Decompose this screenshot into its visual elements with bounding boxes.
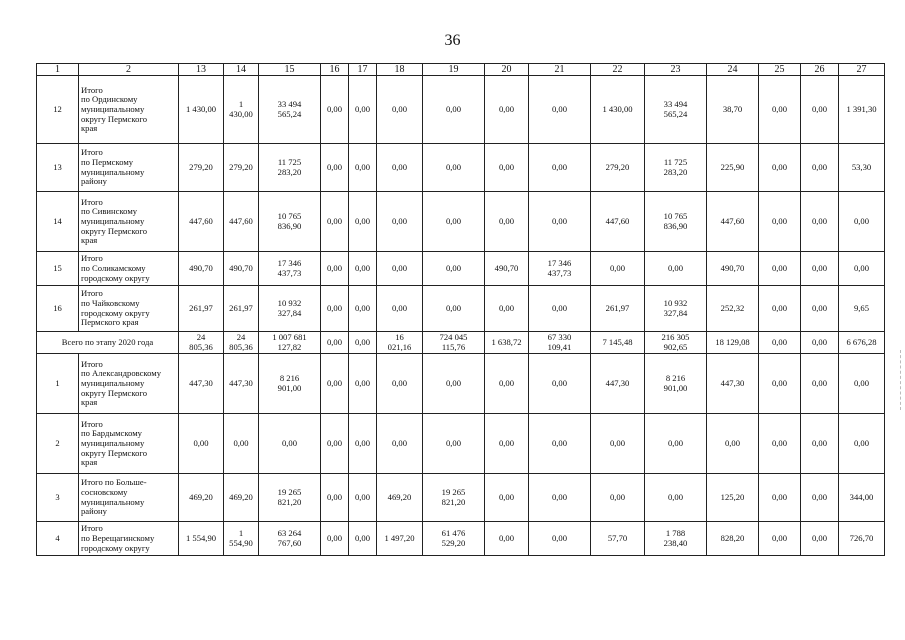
row-number: 3	[37, 474, 79, 522]
value-cell: 279,20	[224, 144, 259, 192]
table-row	[37, 414, 885, 474]
value-cell: 33 494 565,24	[645, 76, 707, 144]
value-cell: 0,00	[321, 522, 349, 556]
value-cell: 0,00	[377, 144, 423, 192]
value-cell: 726,70	[839, 522, 885, 556]
value-cell: 0,00	[485, 414, 529, 474]
value-cell: 0,00	[759, 414, 801, 474]
value-cell: 279,20	[591, 144, 645, 192]
value-cell: 1 554,90	[179, 522, 224, 556]
value-cell: 344,00	[839, 474, 885, 522]
column-header: 19	[423, 64, 485, 76]
value-cell: 490,70	[224, 252, 259, 286]
value-cell: 447,60	[224, 192, 259, 252]
value-cell: 19 265 821,20	[259, 474, 321, 522]
value-cell: 0,00	[801, 332, 839, 354]
column-header: 26	[801, 64, 839, 76]
value-cell: 0,00	[485, 474, 529, 522]
value-cell: 0,00	[377, 252, 423, 286]
value-cell: 10 765 836,90	[259, 192, 321, 252]
value-cell: 0,00	[485, 144, 529, 192]
value-cell: 0,00	[839, 192, 885, 252]
value-cell: 0,00	[485, 354, 529, 414]
value-cell: 0,00	[801, 354, 839, 414]
value-cell: 469,20	[377, 474, 423, 522]
value-cell: 8 216 901,00	[259, 354, 321, 414]
value-cell: 0,00	[377, 192, 423, 252]
value-cell: 261,97	[591, 286, 645, 332]
value-cell: 0,00	[759, 354, 801, 414]
value-cell: 0,00	[529, 286, 591, 332]
value-cell: 10 932 327,84	[645, 286, 707, 332]
column-header: 14	[224, 64, 259, 76]
value-cell: 828,20	[707, 522, 759, 556]
value-cell: 17 346 437,73	[529, 252, 591, 286]
row-name: Итого по Александровскому муниципальному округу Пермского края	[79, 354, 179, 414]
column-header: 24	[707, 64, 759, 76]
value-cell: 1 554,90	[224, 522, 259, 556]
value-cell: 0,00	[321, 286, 349, 332]
row-number: 16	[37, 286, 79, 332]
value-cell: 1 430,00	[224, 76, 259, 144]
row-name: Итого по Ординскому муниципальному округу Пермского края	[79, 76, 179, 144]
row-number: 2	[37, 414, 79, 474]
value-cell: 0,00	[321, 76, 349, 144]
value-cell: 1 638,72	[485, 332, 529, 354]
value-cell: 0,00	[423, 354, 485, 414]
value-cell: 252,32	[707, 286, 759, 332]
value-cell: 0,00	[529, 354, 591, 414]
value-cell: 0,00	[759, 332, 801, 354]
value-cell: 0,00	[529, 522, 591, 556]
value-cell: 261,97	[179, 286, 224, 332]
value-cell: 0,00	[349, 252, 377, 286]
value-cell: 0,00	[349, 414, 377, 474]
column-header: 15	[259, 64, 321, 76]
column-header: 27	[839, 64, 885, 76]
value-cell: 0,00	[423, 76, 485, 144]
value-cell: 0,00	[839, 252, 885, 286]
value-cell: 447,30	[224, 354, 259, 414]
value-cell: 57,70	[591, 522, 645, 556]
row-name: Итого по Бардымскому муниципальному округу Пермского края	[79, 414, 179, 474]
total-row	[37, 332, 885, 354]
value-cell: 0,00	[349, 474, 377, 522]
value-cell: 447,60	[179, 192, 224, 252]
value-cell: 0,00	[377, 354, 423, 414]
value-cell: 7 145,48	[591, 332, 645, 354]
value-cell: 0,00	[423, 144, 485, 192]
value-cell: 225,90	[707, 144, 759, 192]
column-header: 21	[529, 64, 591, 76]
value-cell: 11 725 283,20	[259, 144, 321, 192]
value-cell: 0,00	[321, 192, 349, 252]
total-label: Всего по этапу 2020 года	[37, 332, 179, 354]
row-number: 15	[37, 252, 79, 286]
margin-mark	[900, 350, 902, 410]
row-number: 1	[37, 354, 79, 414]
value-cell: 0,00	[423, 414, 485, 474]
value-cell: 10 765 836,90	[645, 192, 707, 252]
page-number: 36	[444, 32, 461, 49]
value-cell: 0,00	[707, 414, 759, 474]
value-cell: 0,00	[839, 414, 885, 474]
value-cell: 0,00	[349, 76, 377, 144]
value-cell: 0,00	[485, 286, 529, 332]
value-cell: 0,00	[839, 354, 885, 414]
value-cell: 0,00	[591, 414, 645, 474]
value-cell: 469,20	[224, 474, 259, 522]
value-cell: 125,20	[707, 474, 759, 522]
value-cell: 0,00	[423, 192, 485, 252]
value-cell: 17 346 437,73	[259, 252, 321, 286]
value-cell: 0,00	[321, 332, 349, 354]
value-cell: 24 805,36	[224, 332, 259, 354]
value-cell: 0,00	[801, 76, 839, 144]
table-row	[37, 286, 885, 332]
column-header: 25	[759, 64, 801, 76]
value-cell: 447,60	[591, 192, 645, 252]
value-cell: 0,00	[529, 474, 591, 522]
value-cell: 0,00	[759, 192, 801, 252]
data-table	[36, 63, 885, 556]
table-row	[37, 76, 885, 144]
row-number: 14	[37, 192, 79, 252]
column-header: 2	[79, 64, 179, 76]
column-header: 13	[179, 64, 224, 76]
value-cell: 0,00	[529, 144, 591, 192]
value-cell: 0,00	[377, 414, 423, 474]
value-cell: 0,00	[179, 414, 224, 474]
value-cell: 38,70	[707, 76, 759, 144]
row-number: 12	[37, 76, 79, 144]
value-cell: 0,00	[485, 522, 529, 556]
value-cell: 0,00	[759, 286, 801, 332]
value-cell: 0,00	[591, 474, 645, 522]
value-cell: 1 430,00	[179, 76, 224, 144]
row-name: Итого по Больше- сосновскому муниципальному району	[79, 474, 179, 522]
value-cell: 18 129,08	[707, 332, 759, 354]
table-row	[37, 474, 885, 522]
row-name: Итого по Чайковскому городскому округу Пермского края	[79, 286, 179, 332]
value-cell: 1 788 238,40	[645, 522, 707, 556]
value-cell: 261,97	[224, 286, 259, 332]
value-cell: 33 494 565,24	[259, 76, 321, 144]
value-cell: 0,00	[321, 252, 349, 286]
value-cell: 67 330 109,41	[529, 332, 591, 354]
value-cell: 0,00	[801, 252, 839, 286]
value-cell: 0,00	[321, 474, 349, 522]
row-name: Итого по Сивинскому муниципальному округу Пермского края	[79, 192, 179, 252]
value-cell: 0,00	[759, 474, 801, 522]
value-cell: 490,70	[485, 252, 529, 286]
value-cell: 1 497,20	[377, 522, 423, 556]
value-cell: 490,70	[707, 252, 759, 286]
value-cell: 1 007 681 127,82	[259, 332, 321, 354]
table-row	[37, 522, 885, 556]
value-cell: 0,00	[321, 354, 349, 414]
value-cell: 0,00	[321, 414, 349, 474]
row-name: Итого по Верещагинскому городскому округу	[79, 522, 179, 556]
value-cell: 447,30	[707, 354, 759, 414]
value-cell: 0,00	[759, 522, 801, 556]
value-cell: 0,00	[423, 252, 485, 286]
value-cell: 63 264 767,60	[259, 522, 321, 556]
value-cell: 0,00	[349, 192, 377, 252]
table-row	[37, 144, 885, 192]
value-cell: 61 476 529,20	[423, 522, 485, 556]
value-cell: 8 216 901,00	[645, 354, 707, 414]
column-header: 22	[591, 64, 645, 76]
value-cell: 10 932 327,84	[259, 286, 321, 332]
value-cell: 216 305 902,65	[645, 332, 707, 354]
value-cell: 6 676,28	[839, 332, 885, 354]
value-cell: 0,00	[529, 414, 591, 474]
value-cell: 0,00	[259, 414, 321, 474]
column-header: 20	[485, 64, 529, 76]
value-cell: 0,00	[759, 144, 801, 192]
value-cell: 0,00	[759, 76, 801, 144]
value-cell: 53,30	[839, 144, 885, 192]
column-header: 17	[349, 64, 377, 76]
column-header: 16	[321, 64, 349, 76]
value-cell: 447,30	[591, 354, 645, 414]
value-cell: 724 045 115,76	[423, 332, 485, 354]
value-cell: 0,00	[321, 144, 349, 192]
value-cell: 0,00	[485, 192, 529, 252]
value-cell: 0,00	[759, 252, 801, 286]
value-cell: 0,00	[591, 252, 645, 286]
value-cell: 0,00	[349, 144, 377, 192]
table-row	[37, 252, 885, 286]
value-cell: 0,00	[645, 474, 707, 522]
row-number: 4	[37, 522, 79, 556]
value-cell: 0,00	[349, 332, 377, 354]
value-cell: 11 725 283,20	[645, 144, 707, 192]
value-cell: 0,00	[377, 286, 423, 332]
value-cell: 469,20	[179, 474, 224, 522]
column-header: 18	[377, 64, 423, 76]
value-cell: 0,00	[801, 522, 839, 556]
value-cell: 0,00	[801, 286, 839, 332]
value-cell: 24 805,36	[179, 332, 224, 354]
value-cell: 0,00	[377, 76, 423, 144]
value-cell: 0,00	[801, 474, 839, 522]
value-cell: 0,00	[801, 144, 839, 192]
value-cell: 0,00	[529, 192, 591, 252]
value-cell: 447,60	[707, 192, 759, 252]
column-header: 23	[645, 64, 707, 76]
header-row	[37, 64, 885, 76]
value-cell: 0,00	[349, 522, 377, 556]
value-cell: 0,00	[423, 286, 485, 332]
row-name: Итого по Пермскому муниципальному району	[79, 144, 179, 192]
value-cell: 16 021,16	[377, 332, 423, 354]
value-cell: 0,00	[349, 286, 377, 332]
row-number: 13	[37, 144, 79, 192]
value-cell: 0,00	[349, 354, 377, 414]
row-name: Итого по Соликамскому городскому округу	[79, 252, 179, 286]
value-cell: 19 265 821,20	[423, 474, 485, 522]
value-cell: 490,70	[179, 252, 224, 286]
value-cell: 447,30	[179, 354, 224, 414]
value-cell: 0,00	[645, 414, 707, 474]
value-cell: 0,00	[529, 76, 591, 144]
table-row	[37, 192, 885, 252]
value-cell: 0,00	[801, 192, 839, 252]
column-header: 1	[37, 64, 79, 76]
value-cell: 1 391,30	[839, 76, 885, 144]
value-cell: 0,00	[801, 414, 839, 474]
value-cell: 279,20	[179, 144, 224, 192]
value-cell: 0,00	[224, 414, 259, 474]
value-cell: 9,65	[839, 286, 885, 332]
value-cell: 0,00	[485, 76, 529, 144]
value-cell: 1 430,00	[591, 76, 645, 144]
table-row	[37, 354, 885, 414]
value-cell: 0,00	[645, 252, 707, 286]
